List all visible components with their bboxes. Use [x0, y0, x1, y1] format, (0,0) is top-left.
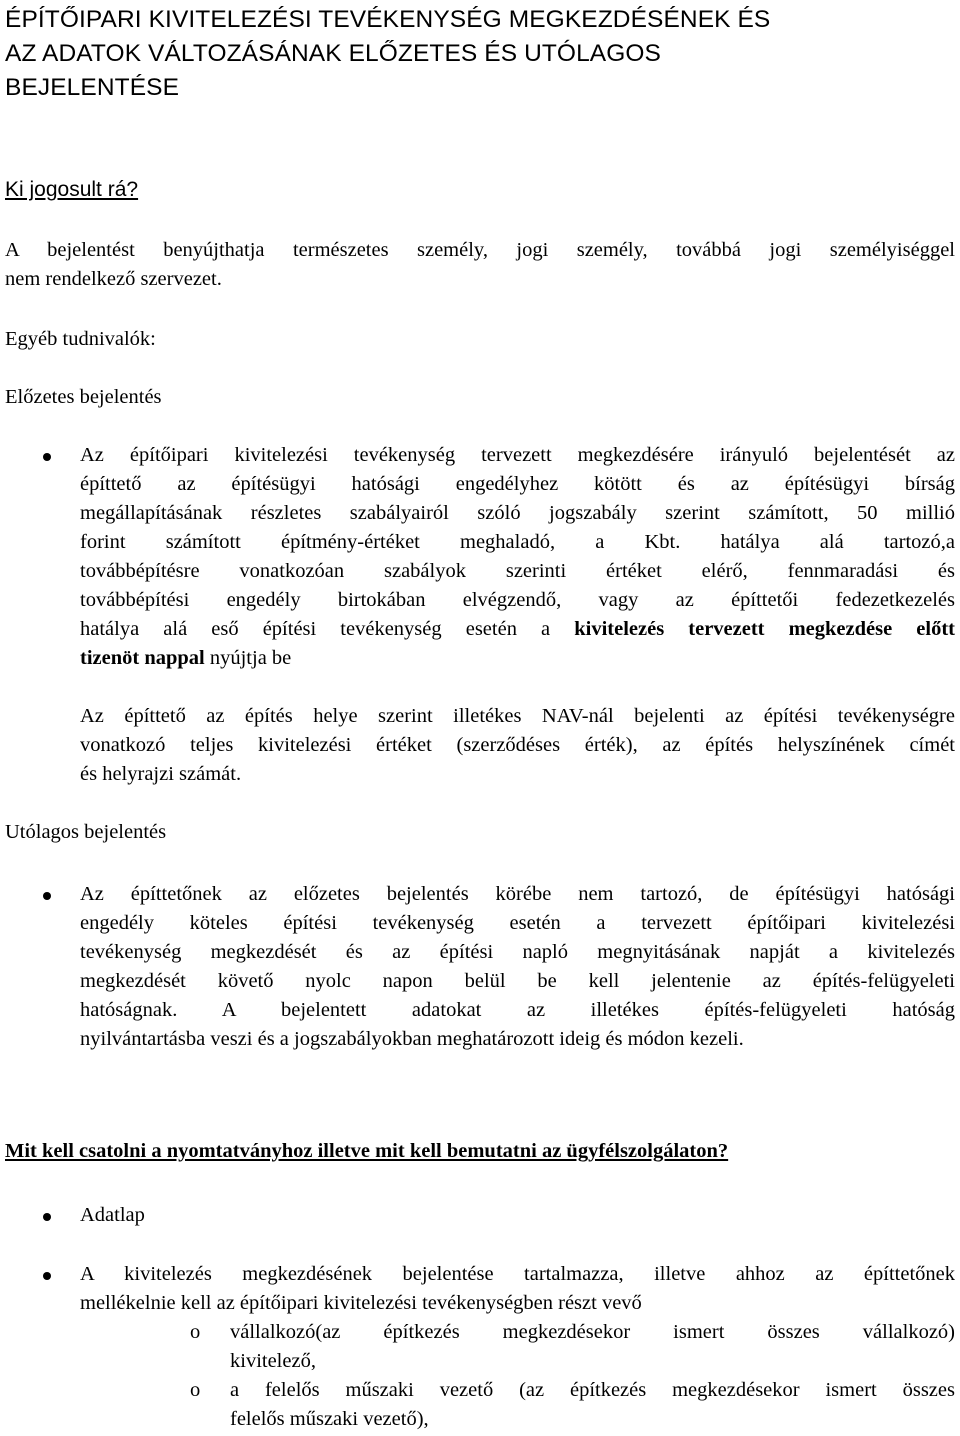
attach-heading: Mit kell csatolni a nyomtatványhoz illetve mit kell bemutatni az ügyfélszolgálaton?	[5, 1140, 729, 1162]
post-bullet-line-6: nyilvántartásba veszi és a jogszabályokban meghatározott ideig és módon kezeli.	[80, 1028, 744, 1050]
attach-sub-1-line-1: vállalkozó(az építkezés megkezdésekor ismert összes vállalkozó)	[230, 1321, 955, 1343]
prior-bullet-line-8	[80, 644, 291, 673]
document-title	[5, 3, 955, 105]
attach-sub-2-line-1: a felelős műszaki vezető (az építkezés megkezdésekor ismert összes	[230, 1379, 955, 1401]
prior-bullet-line-6: továbbépítési engedély birtokában elvégzendő, vagy az építtetői fedezetkezelés	[80, 589, 955, 611]
sub-bullet-icon: o	[190, 1321, 201, 1343]
prior-bullet-line-2: építtető az építésügyi hatósági engedélyhez kötött és az építésügyi bírság	[80, 473, 955, 495]
attach-sub-2-line-2: felelős műszaki vezető),	[230, 1408, 429, 1430]
prior-deadline-bold: kivitelezés tervezett megkezdése előtt	[574, 618, 956, 640]
prior-para-line-1: Az építtető az építés helye szerint illetékes NAV-nál bejelenti az építési tevékenységre	[80, 705, 955, 727]
post-bullet-line-4: megkezdését követő nyolc napon belül be kell jelentenie az építés-felügyeleti	[80, 970, 955, 992]
bullet-icon	[43, 453, 51, 461]
prior-para-line-3: és helyrajzi számát.	[80, 763, 242, 785]
who-heading: Ki jogosult rá?	[5, 178, 139, 201]
attach-item-1: Adatlap	[80, 1204, 145, 1226]
prior-bullet-line-7	[80, 615, 955, 644]
who-line-1: A bejelentést benyújthatja természetes személy, jogi személy, továbbá jogi személyiséggel	[5, 239, 955, 261]
bullet-icon	[43, 1213, 51, 1221]
prior-bullet-line-5: továbbépítésre vonatkozóan szabályok szerinti értéket elérő, fennmaradási és	[80, 560, 955, 582]
attach-item-2-line-1: A kivitelezés megkezdésének bejelentése tartalmazza, illetve ahhoz az építtetőnek	[80, 1263, 955, 1285]
title-line-2: AZ ADATOK VÁLTOZÁSÁNAK ELŐZETES ÉS UTÓLAGOS	[5, 40, 662, 67]
attach-sub-1-line-2: kivitelező,	[230, 1350, 316, 1372]
prior-bullet-line-4: forint számított építmény-értéket meghaladó, a Kbt. hatálya alá tartozó,a	[80, 531, 955, 553]
post-bullet-line-1: Az építtetőnek az előzetes bejelentés körébe nem tartozó, de építésügyi hatósági	[80, 883, 955, 905]
post-bullet-line-3: tevékenység megkezdését és az építési napló megnyitásának napját a kivitelezés	[80, 941, 955, 963]
post-bullet-line-2: engedély köteles építési tevékenység esetén a tervezett építőipari kivitelezési	[80, 912, 955, 934]
prior-line-7-text: hatálya alá eső építési tevékenység esetén a	[80, 618, 575, 640]
post-heading: Utólagos bejelentés	[5, 821, 167, 843]
prior-bullet-line-3: megállapításának részletes szabályairól szóló jogszabály szerint számított, 50 millió	[80, 502, 955, 524]
post-bullet-line-5: hatóságnak. A bejelentett adatokat az illetékes építés-felügyeleti hatóság	[80, 999, 955, 1021]
prior-line-8-text: nyújtja be	[204, 647, 292, 669]
attach-item-2-line-2: mellékelnie kell az építőipari kivitelezési tevékenységben részt vevő	[80, 1292, 642, 1314]
prior-para-line-2: vonatkozó teljes kivitelezési értéket (szerződéses érték), az építés helyszínének címét	[80, 734, 955, 756]
bullet-icon	[43, 1272, 51, 1280]
who-line-2: nem rendelkező szervezet.	[5, 268, 222, 290]
sub-bullet-icon: o	[190, 1379, 201, 1401]
prior-days-bold: tizenöt nappal	[80, 647, 205, 669]
prior-heading: Előzetes bejelentés	[5, 386, 162, 408]
other-heading: Egyéb tudnivalók:	[5, 328, 156, 350]
title-line-1: ÉPÍTŐIPARI KIVITELEZÉSI TEVÉKENYSÉG MEGKEZDÉSÉNEK ÉS	[5, 6, 771, 33]
title-line-3: BEJELENTÉSE	[5, 74, 180, 101]
prior-bullet-line-1: Az építőipari kivitelezési tevékenység tervezett megkezdésére irányuló bejelentését az	[80, 444, 955, 466]
bullet-icon	[43, 892, 51, 900]
